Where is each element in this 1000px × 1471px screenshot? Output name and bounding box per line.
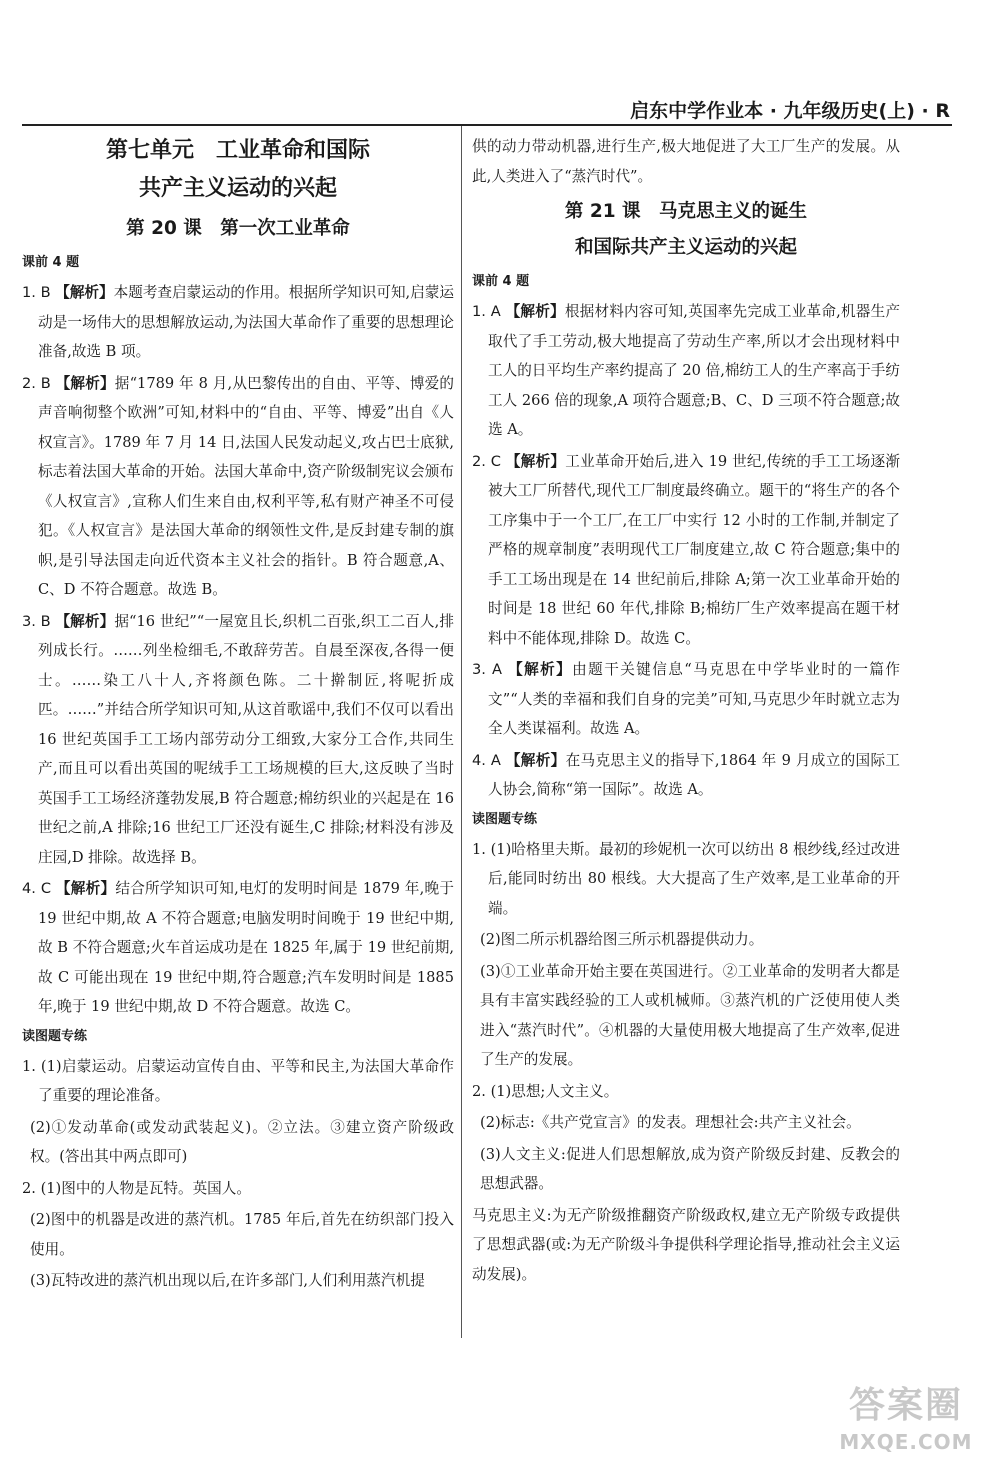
lesson-21-title-line-2: 和国际共产主义运动的兴起 xyxy=(574,237,797,258)
reading-answer: (2)图中的机器是改进的蒸汽机。1785 年后,首先在纺织部门投入使用。 xyxy=(30,1211,454,1258)
answer-number: 2. C xyxy=(472,452,502,470)
watermark-url: MXQE.COM xyxy=(839,1430,973,1454)
header-divider xyxy=(22,124,952,126)
answer-item xyxy=(22,369,454,605)
analysis-tag: 【解析】 xyxy=(505,303,565,320)
answer-item xyxy=(472,447,900,654)
section-label-pre-class: 课前 4 题 xyxy=(22,255,80,270)
analysis-tag: 【解析】 xyxy=(508,661,573,678)
analysis-tag: 【解析】 xyxy=(55,374,115,392)
answer-item xyxy=(22,607,454,873)
answer-item xyxy=(472,746,900,805)
left-column xyxy=(22,132,454,1298)
analysis-tag: 【解析】 xyxy=(55,284,114,301)
site-watermark xyxy=(818,1383,994,1463)
answer-number: 3. B xyxy=(22,612,51,630)
analysis-tag: 【解析】 xyxy=(505,751,566,769)
answer-text: 在马克思主义的指导下,1864 年 9 月成立的国际工人协会,简称“第一国际”。故选 A。 xyxy=(488,751,901,798)
section-label-map-reading: 读图题专练 xyxy=(22,1028,88,1044)
answer-item xyxy=(472,655,900,744)
unit-title-line-2: 共产主义运动的兴起 xyxy=(138,176,337,201)
reading-answer: (3)人文主义:促进人们思想解放,成为资产阶级反封建、反教会的思想武器。 xyxy=(480,1145,900,1192)
lesson-21-title-line-1: 第 21 课 马克思主义的诞生 xyxy=(564,201,808,222)
continued-text: 供的动力带动机器,进行生产,极大地促进了大工厂生产的发展。从此,人类进入了“蒸汽时代”。 xyxy=(472,138,900,185)
reading-answer: 1. (1)哈格里夫斯。最初的珍妮机一次可以纺出 8 根纱线,经过改进后,能同时纺出 80 根线。大大提高了生产效率,是工业革命的开端。 xyxy=(472,840,900,917)
answer-number: 3. A xyxy=(472,661,502,678)
answer-number: 4. C xyxy=(22,880,52,897)
answer-number: 1. B xyxy=(22,284,51,301)
reading-answer: 2. (1)思想;人文主义。 xyxy=(472,1082,619,1100)
reading-answer: (3)①工业革命开始主要在英国进行。②工业革命的发明者大都是具有丰富实践经验的工人或机械师。③蒸汽机的广泛使用使人类进入“蒸汽时代”。④机器的大量使用极大地提高了生产效率,促进了生产的发展。 xyxy=(480,962,900,1068)
answer-text: 由题干关键信息“马克思在中学毕业时的一篇作文”“人类的幸福和我们自身的完美”可知,马克思少年时就立志为全人类谋福利。故选 A。 xyxy=(488,661,901,737)
reading-answer: (2)标志:《共产党宣言》的发表。理想社会:共产主义社会。 xyxy=(480,1114,861,1131)
answer-text: 根据材料内容可知,英国率先完成工业革命,机器生产取代了手工劳动,极大地提高了劳动生产率,所以才会出现材料中工人的日平均生产率约提高了 20 倍,棉纺工人的生产率高于手纺工人 266 倍的现象,A 项符合题意;B、C、D 三项不符合题意;故选 A。 xyxy=(488,303,901,438)
answer-number: 2. B xyxy=(22,374,51,392)
unit-title-line-1: 第七单元 工业革命和国际 xyxy=(105,138,370,163)
analysis-tag: 【解析】 xyxy=(55,612,115,630)
analysis-tag: 【解析】 xyxy=(505,452,566,470)
lesson-20-title: 第 20 课 第一次工业革命 xyxy=(126,218,350,239)
watermark-logo: 答案圈 xyxy=(848,1385,963,1426)
answer-number: 4. A xyxy=(472,751,501,769)
section-label-pre-class: 课前 4 题 xyxy=(472,274,530,289)
answer-item xyxy=(472,297,900,445)
right-column xyxy=(472,132,900,1291)
answer-item xyxy=(22,874,454,1022)
reading-answer: (2)图二所示机器给图三所示机器提供动力。 xyxy=(480,931,764,948)
answer-text: 结合所学知识可知,电灯的发明时间是 1879 年,晚于 19 世纪中期,故 A 不符合题意;电脑发明时间晚于 19 世纪中期,故 B 不符合题意;火车首运成功是在 1825 年,属于 19 世纪前期,故 C 可能出现在 19 世纪中期,符合题意;汽车发明时间是 1885 年,晚于 19 世纪中期,故 D 不符合题意。故选 C。 xyxy=(38,880,454,1015)
analysis-tag: 【解析】 xyxy=(55,880,116,897)
page-header: 启东中学作业本 · 九年级历史(上) · R xyxy=(630,100,950,122)
answer-text: 据“16 世纪”“一屋宽且长,织机二百张,织工二百人,排列成长行。……列坐检细毛,不敢辞劳苦。自晨至深夜,各得一便士。……染工八十人,齐将颜色陈。二十擀制匠,将呢折成匹。……”并结合所学知识可知,从这首歌谣中,我们不仅可以看出 16 世纪英国手工工场内部劳动分工细致,大家分工合作,共同生产,而且可以看出英国的呢绒手工工场规模的巨大,这反映了当时英国手工工场经济蓬勃发展,B 符合题意;棉纺织业的兴起是在 16 世纪之前,A 排除;16 世纪工厂还没有诞生,C 排除;材料没有涉及庄园,D 排除。故选择 B。 xyxy=(38,612,454,866)
section-label-map-reading: 读图题专练 xyxy=(472,811,538,827)
column-divider xyxy=(461,126,462,1338)
answer-item xyxy=(22,278,454,367)
answer-text: 工业革命开始后,进入 19 世纪,传统的手工工场逐渐被大工厂所替代,现代工厂制度最终确立。题干的“将生产的各个工序集中于一个工厂,在工厂中实行 12 小时的工作制,并制定了严格的规章制度”表明现代工厂制度建立,故 C 符合题意;集中的手工工场出现是在 14 世纪前后,排除 A;第一次工业革命开始的时间是 18 世纪 60 年代,排除 B;棉纺厂生产效率提高在题干材料中不能体现,排除 D。故选 C。 xyxy=(488,452,900,647)
reading-answer: 2. (1)图中的人物是瓦特。英国人。 xyxy=(22,1179,251,1197)
reading-answer: 马克思主义:为无产阶级推翻资产阶级政权,建立无产阶级专政提供了思想武器(或:为无产阶级斗争提供科学理论指导,推动社会主义运动发展)。 xyxy=(472,1206,900,1283)
answer-number: 1. A xyxy=(472,303,501,320)
answer-text: 本题考查启蒙运动的作用。根据所学知识可知,启蒙运动是一场伟大的思想解放运动,为法国大革命作了重要的思想理论准备,故选 B 项。 xyxy=(38,284,454,360)
reading-answer: (2)①发动革命(或发动武装起义)。②立法。③建立资产阶级政权。(答出其中两点即可) xyxy=(30,1118,454,1165)
reading-answer: 1. (1)启蒙运动。启蒙运动宣传自由、平等和民主,为法国大革命作了重要的理论准备。 xyxy=(22,1057,454,1104)
reading-answer: (3)瓦特改进的蒸汽机出现以后,在许多部门,人们利用蒸汽机提 xyxy=(30,1272,425,1289)
answer-text: 据“1789 年 8 月,从巴黎传出的自由、平等、博爱的声音响彻整个欧洲”可知,材料中的“自由、平等、博爱”出自《人权宣言》。1789 年 7 月 14 日,法国人民发动起义,攻占巴士底狱,标志着法国大革命的开始。法国大革命中,资产阶级制宪议会颁布《人权宣言》,宣称人们生来自由,权利平等,私有财产神圣不可侵犯。《人权宣言》是法国大革命的纲领性文件,是反封建专制的旗帜,是引导法国走向近代资本主义社会的指针。B 符合题意,A、C、D 不符合题意。故选 B。 xyxy=(38,374,454,598)
